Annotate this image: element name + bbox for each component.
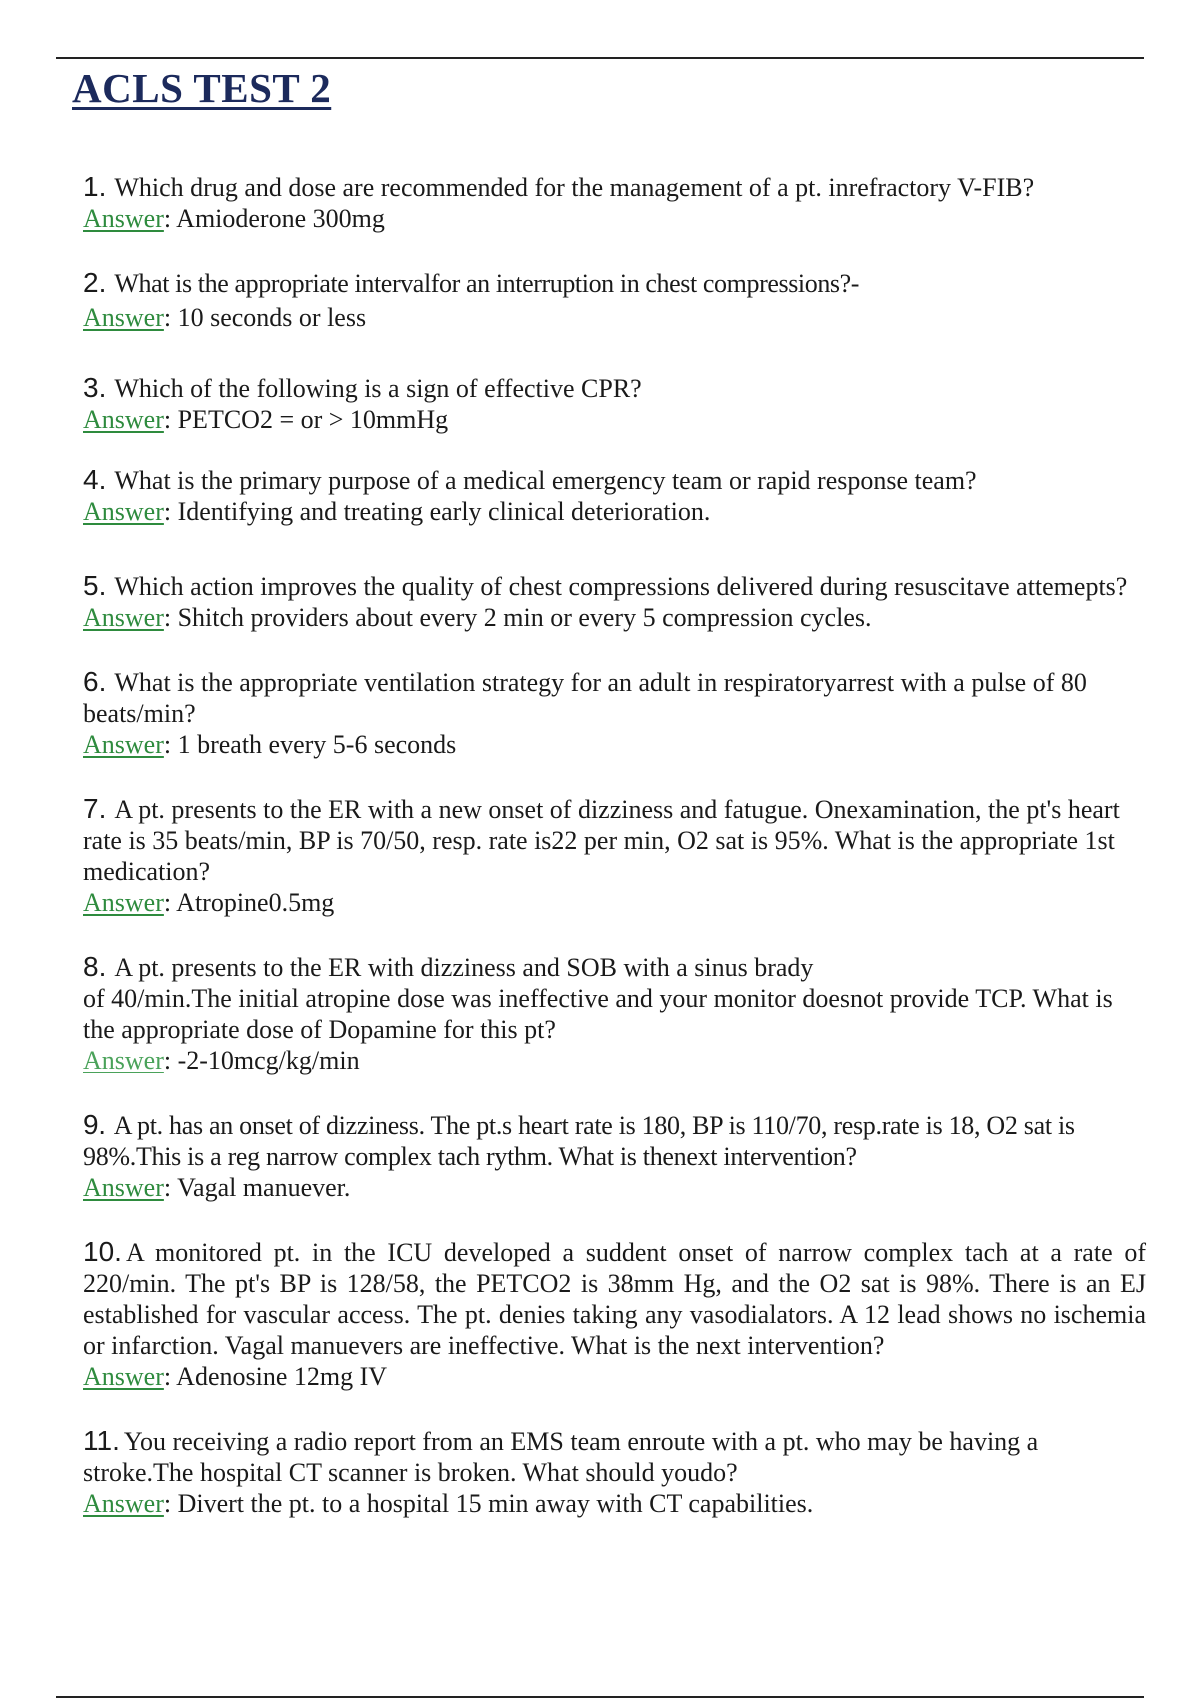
answer-5: [83, 602, 1146, 633]
question-text: What is the primary purpose of a medical emergency team or rapid response team?: [114, 466, 977, 495]
question-text: Which drug and dose are recommended for the management of a pt. inrefractory V-FIB?: [114, 173, 1035, 202]
question-number: 9.: [83, 1109, 106, 1140]
qa-item-5: [83, 570, 1146, 633]
question-7: [83, 793, 1146, 887]
question-2: [83, 267, 1146, 299]
answer-3: [83, 404, 1146, 435]
question-4: [83, 464, 1146, 496]
question-number: 8.: [83, 951, 107, 982]
answer-label: Answer: [83, 1046, 164, 1075]
question-number: 7.: [83, 793, 107, 824]
answer-text: : Identifying and treating early clinical deterioration.: [163, 497, 711, 526]
question-6: [83, 666, 1146, 729]
question-3: [83, 372, 1146, 404]
qa-item-3: [83, 372, 1146, 435]
question-list: [83, 171, 1146, 1519]
answer-text: : Shitch providers about every 2 min or every 5 compression cycles.: [163, 603, 872, 632]
question-text: You receiving a radio report from an EMS team enroute with a pt. who may be having a stroke.The hospital CT scanner is broken. What should youdo?: [83, 1427, 1039, 1487]
question-8: [83, 951, 1146, 1045]
answer-4: [83, 496, 1146, 527]
answer-1: [83, 203, 1146, 234]
answer-9: [83, 1172, 1146, 1203]
qa-item-4: [83, 464, 1146, 527]
question-text-line-2: of 40/min.The initial atropine dose was ineffective and your monitor doesnot provide TCP. What is the appropriate dose of Dopamine for this pt?: [83, 984, 1113, 1044]
question-number: 3.: [83, 372, 107, 403]
answer-text: : Divert the pt. to a hospital 15 min away with CT capabilities.: [163, 1489, 814, 1518]
question-text: What is the appropriate intervalfor an interruption in chest compressions?-: [114, 269, 860, 298]
answer-label: Answer: [83, 888, 164, 917]
answer-text: : Amioderone 300mg: [163, 204, 385, 233]
qa-item-2: [83, 267, 1146, 333]
answer-label: Answer: [83, 497, 164, 526]
answer-text: : PETCO2 = or > 10mmHg: [163, 405, 449, 434]
answer-label: Answer: [83, 730, 164, 759]
question-number: 5.: [83, 570, 107, 601]
question-11: [83, 1425, 1146, 1488]
question-1: [83, 171, 1146, 203]
qa-item-11: [83, 1425, 1146, 1519]
answer-10: [83, 1361, 1146, 1392]
qa-item-1: [83, 171, 1146, 234]
question-number: 2.: [83, 267, 107, 298]
answer-label: Answer: [83, 1362, 164, 1391]
bottom-rule: [56, 1696, 1144, 1698]
answer-text: : Atropine0.5mg: [163, 888, 335, 917]
answer-6: [83, 729, 1146, 760]
qa-item-7: [83, 793, 1146, 918]
qa-item-6: [83, 666, 1146, 760]
question-text-line-1: A pt. presents to the ER with dizziness and SOB with a sinus brady: [114, 953, 814, 982]
qa-item-10: [83, 1236, 1146, 1392]
answer-label: Answer: [83, 1489, 164, 1518]
answer-11: [83, 1488, 1146, 1519]
question-number: 11.: [83, 1425, 120, 1456]
question-text: Which of the following is a sign of effective CPR?: [114, 374, 642, 403]
document-title: ACLS TEST 2: [72, 65, 332, 111]
question-text: A pt. has an onset of dizziness. The pt.s heart rate is 180, BP is 110/70, resp.rate is 18, O2 sat is 98%.This is a reg narrow complex tach rythm. What is thenext intervention?: [83, 1111, 1075, 1171]
question-number: 4.: [83, 464, 107, 495]
answer-8: [83, 1045, 1146, 1076]
top-rule: [56, 57, 1144, 59]
question-text: A pt. presents to the ER with a new onset of dizziness and fatugue. Onexamination, the pt's heart rate is 35 beats/min, BP is 70/50, resp. rate is22 per min, O2 sat is 95%. What is the appropriate 1st medication?: [83, 795, 1120, 886]
question-10: [83, 1236, 1146, 1361]
answer-text: : 10 seconds or less: [163, 303, 367, 332]
qa-item-9: [83, 1109, 1146, 1203]
question-5: [83, 570, 1146, 602]
answer-text: : -2-10mcg/kg/min: [163, 1046, 360, 1075]
question-number: 10.: [83, 1236, 122, 1267]
question-text: What is the appropriate ventilation strategy for an adult in respiratoryarrest with a pulse of 80 beats/min?: [83, 668, 1087, 728]
answer-label: Answer: [83, 204, 164, 233]
answer-label: Answer: [83, 1173, 164, 1202]
question-number: 6.: [83, 666, 107, 697]
answer-label: Answer: [83, 603, 164, 632]
answer-label: Answer: [83, 405, 164, 434]
question-9: [83, 1109, 1146, 1172]
answer-text: : Adenosine 12mg IV: [163, 1362, 388, 1391]
question-number: 1.: [83, 171, 107, 202]
answer-text: : 1 breath every 5-6 seconds: [163, 730, 457, 759]
qa-item-8: [83, 951, 1146, 1076]
answer-text: : Vagal manuever.: [163, 1173, 351, 1202]
answer-7: [83, 887, 1146, 918]
question-text: Which action improves the quality of chest compressions delivered during resuscitave attemepts?: [114, 572, 1128, 601]
question-text: A monitored pt. in the ICU developed a suddent onset of narrow complex tach at a rate of 220/min. The pt's BP is 128/58, the PETCO2 is 38mm Hg, and the O2 sat is 98%. There is an EJ established for vascular access. The pt. denies taking any vasodialators. A 12 lead shows no ischemia or infarction. Vagal manuevers are ineffective. What is the next intervention?: [83, 1238, 1146, 1360]
answer-2: [83, 302, 1146, 333]
answer-label: Answer: [83, 303, 164, 332]
